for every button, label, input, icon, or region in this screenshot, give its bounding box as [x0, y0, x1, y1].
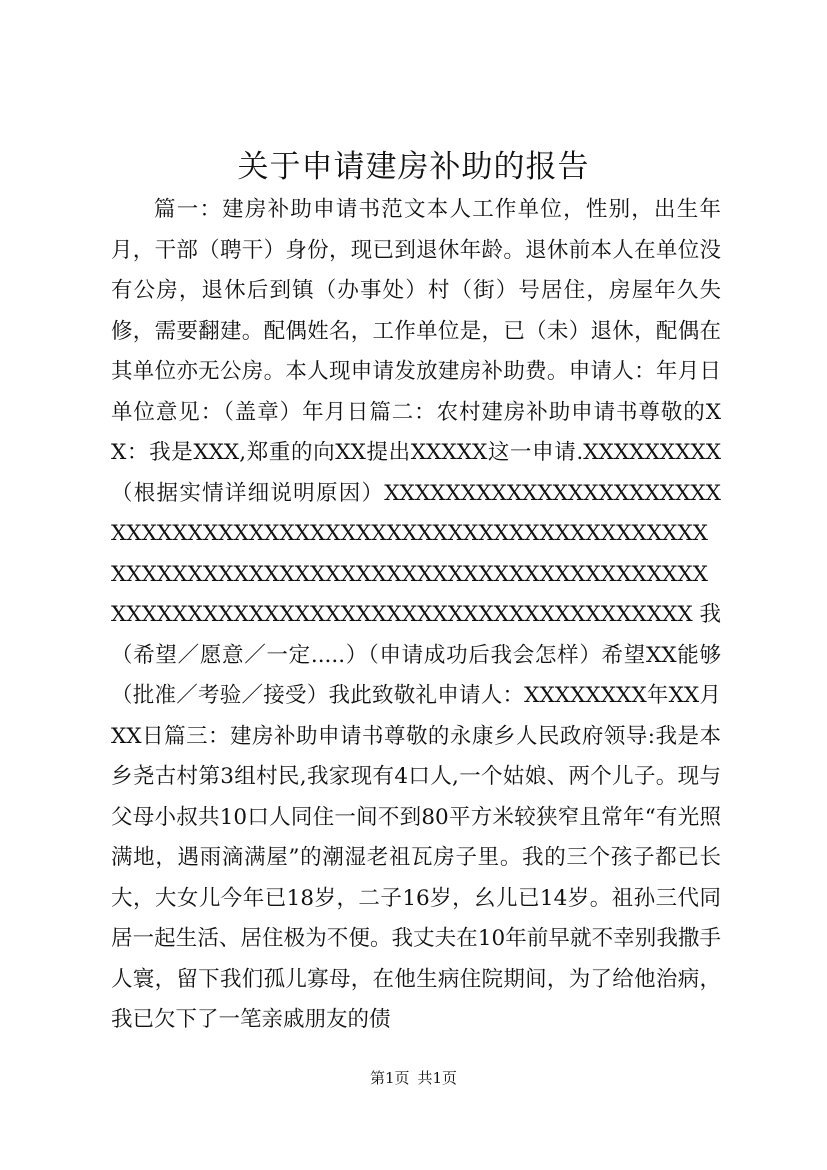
- document-body: 篇一：建房补助申请书范文本人工作单位，性别，出生年月，干部（聘干）身份，现已到退休年龄。退休前本人在单位没有公房，退休后到镇（办事处）村（街）号居住，房屋年久失修，需要翻建。配偶姓名，工作单位是，已（未）退休，配偶在其单位亦无公房。本人现申请发放建房补助费。申请人：年月日单位意见：（盖章）年月日篇二：农村建房补助申请书尊敬的XX：我是XXX,郑重的向XX提出XXXXX这一申请.XXXXXXXXX（根据实情详细说明原因）XXXXXXXXXXXXXXXXXXXXXXXXXXXXXXXXXXXXXXXXXXXXXXXXXXXXXXXXXXXXXXXXXXXXXXXXXXXXXXXXXXXXXXXXXXXXXXXXXXXXXXXXXXXXXXXXXXXXXXXXXXXXXXXXXXXXXXXXXX我（希望／愿意／一定.....）（申请成功后我会怎样）希望XX能够（批准／考验／接受）我此致敬礼申请人：XXXXXXXX年XX月XX日篇三：建房补助申请书尊敬的永康乡人民政府领导:我是本乡尧古村第3组村民,我家现有4口人,一个姑娘、两个儿子。现与父母小叔共10口人同住一间不到80平方米较狭窄且常年“有光照满地，遇雨滴满屋”的潮湿老祖瓦房子里。我的三个孩子都已长大，大女儿今年已18岁，二子16岁，幺儿已14岁。祖孙三代同居一起生活、居住极为不便。我丈夫在10年前早就不幸别我撒手人寰，留下我们孤儿寡母，在他生病住院期间，为了给他治病，我已欠下了一笔亲戚朋友的债: [111, 197, 721, 1032]
- page-number-total: 共1页: [417, 1069, 458, 1087]
- page-footer: [0, 1068, 827, 1088]
- page-number-current: 第1页: [369, 1069, 410, 1087]
- document-title: 关于申请建房补助的报告: [237, 149, 590, 185]
